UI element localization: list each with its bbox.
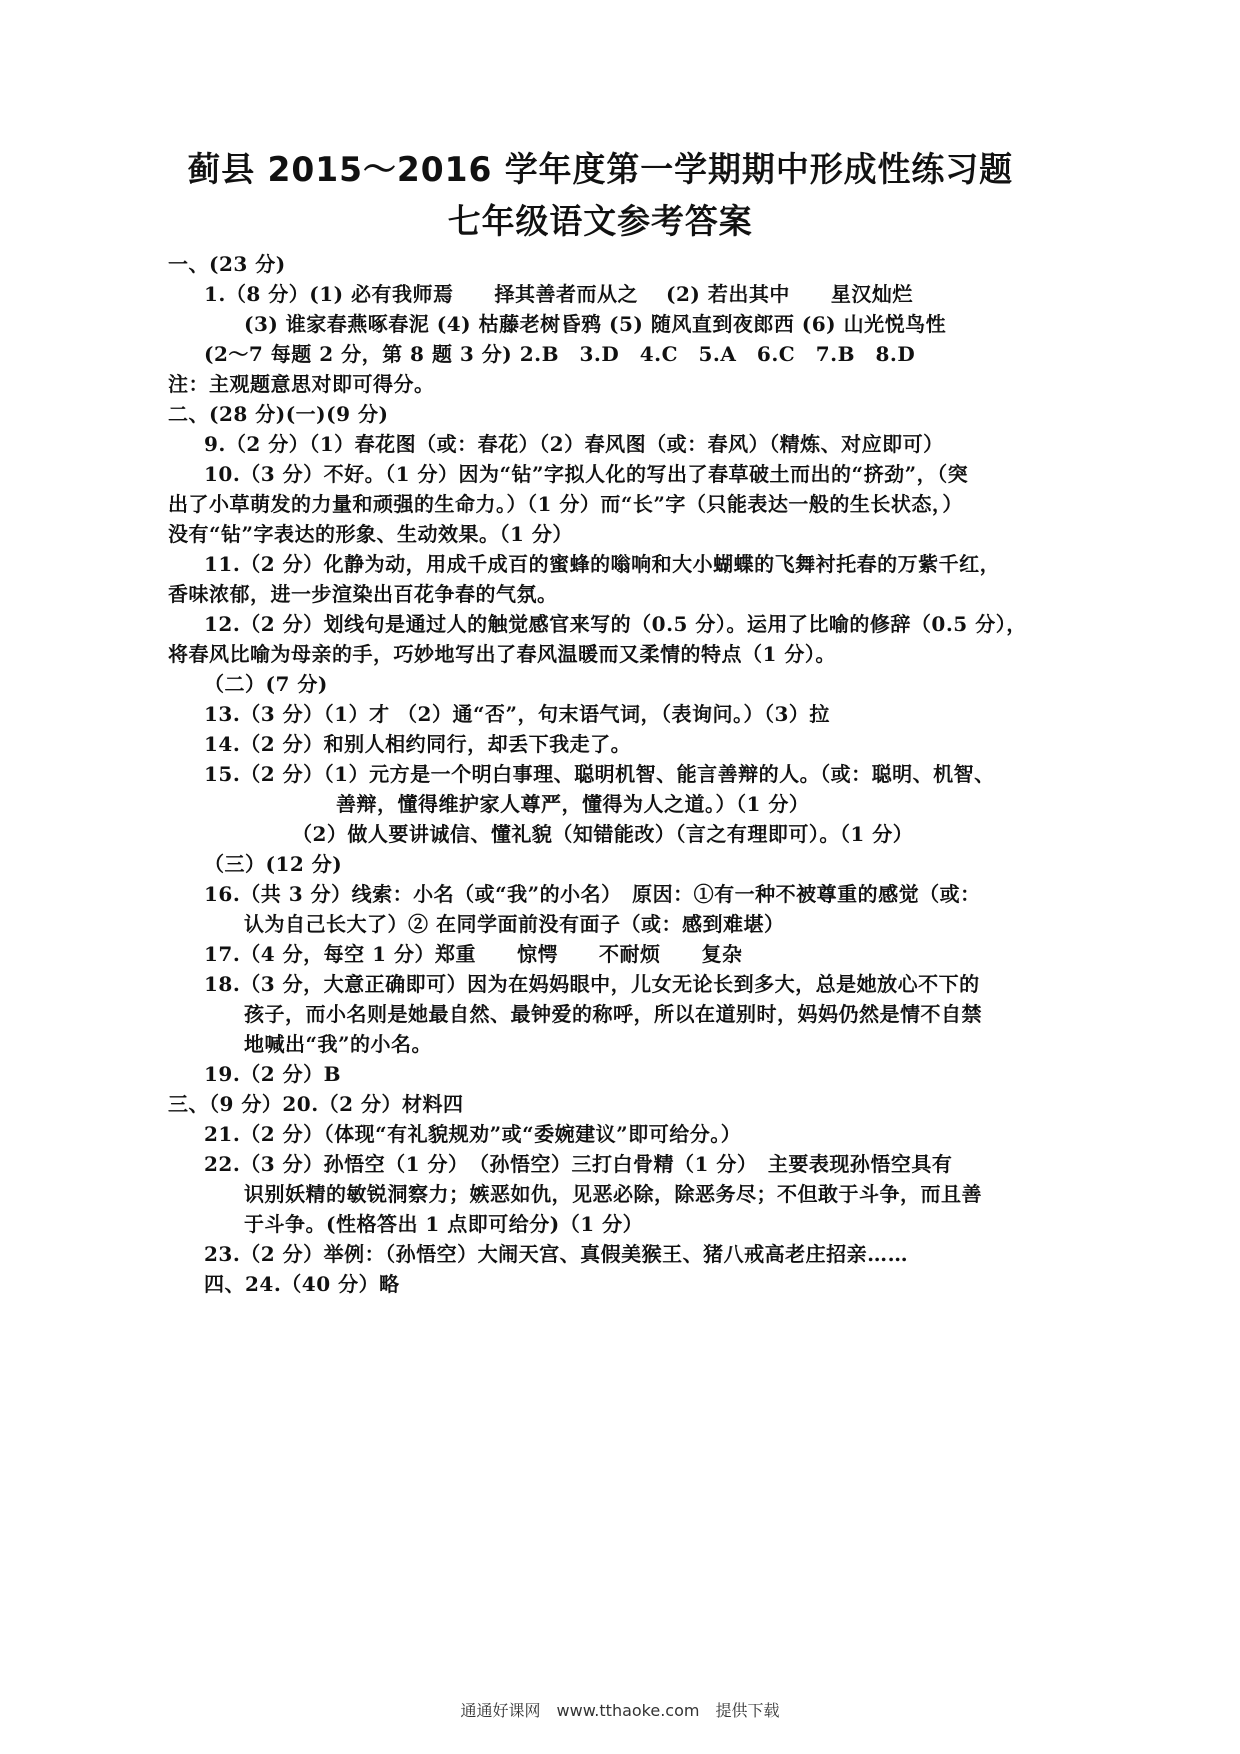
subsection-heading: （二）(7 分): [204, 672, 328, 696]
answer-line: 出了小草萌发的力量和顽强的生命力。）（1 分）而“长”字（只能表达一般的生长状态，）: [168, 492, 963, 516]
footer-credit: 通通好课网 www.tthaoke.com 提供下载: [460, 1701, 780, 1720]
answer-line: 19.（2 分）B: [204, 1062, 342, 1086]
answer-line: 11.（2 分）化静为动，用成千成百的蜜蜂的嗡响和大小蝴蝶的飞舞衬托春的万紫千红，: [204, 552, 1001, 576]
answer-line: 地喊出“我”的小名。: [244, 1032, 433, 1056]
answer-line: 没有“钻”字表达的形象、生动效果。（1 分）: [168, 522, 573, 546]
answer-line: 12.（2 分）划线句是通过人的触觉感官来写的（0.5 分）。运用了比喻的修辞（0.5 分），: [204, 612, 1027, 636]
answer-line: 21.（2 分）（体现“有礼貌规劝”或“委婉建议”即可给分。）: [204, 1122, 742, 1146]
answer-line: 9.（2 分）（1）春花图（或：春花）（2）春风图（或：春风）（精炼、对应即可）: [204, 432, 944, 456]
answer-line: 识别妖精的敏锐洞察力；嫉恶如仇，见恶必除，除恶务尽；不但敢于斗争，而且善: [244, 1182, 982, 1206]
answer-line: 1.（8 分）(1) 必有我师焉 择其善者而从之 (2) 若出其中 星汉灿烂: [204, 282, 913, 306]
answer-line: （2）做人要讲诚信、懂礼貌（知错能改）（言之有理即可）。（1 分）: [292, 822, 914, 846]
answer-line: 16.（共 3 分）线索：小名（或“我”的小名） 原因：①有一种不被尊重的感觉（或：: [204, 882, 981, 906]
answer-line: 10.（3 分）不好。（1 分）因为“钻”字拟人化的写出了春草破土而出的“挤劲”，（突: [204, 462, 969, 486]
answer-line: 香味浓郁，进一步渲染出百花争春的气氛。: [168, 582, 558, 606]
section-2-heading: 二、(28 分)(一)(9 分): [168, 402, 389, 426]
section-3-heading: 三、（9 分）20.（2 分）材料四: [168, 1092, 464, 1116]
answer-line: 14.（2 分）和别人相约同行，却丢下我走了。: [204, 732, 632, 756]
answer-line: 认为自己长大了）② 在同学面前没有面子（或：感到难堪）: [244, 912, 785, 936]
answer-line: 22.（3 分）孙悟空（1 分） （孙悟空）三打白骨精（1 分） 主要表现孙悟空具有: [204, 1152, 953, 1176]
note-line: 注：主观题意思对即可得分。: [168, 372, 435, 396]
answer-line: 18.（3 分，大意正确即可）因为在妈妈眼中，儿女无论长到多大，总是她放心不下的: [204, 972, 980, 996]
answer-line: 善辩，懂得维护家人尊严，懂得为人之道。）（1 分）: [336, 792, 810, 816]
answer-line: 23.（2 分）举例：（孙悟空）大闹天宫、真假美猴王、猪八戒高老庄招亲……: [204, 1242, 909, 1266]
answer-line: 17.（4 分，每空 1 分）郑重 惊愕 不耐烦 复杂: [204, 942, 743, 966]
answer-line: 13.（3 分）（1）才 （2）通“否”，句末语气词，（表询问。）（3）拉: [204, 702, 830, 726]
page-subtitle: 七年级语文参考答案: [447, 202, 753, 242]
answer-line: (3) 谁家春燕啄春泥 (4) 枯藤老树昏鸦 (5) 随风直到夜郎西 (6) 山光悦鸟性: [244, 312, 947, 336]
answer-line: 孩子，而小名则是她最自然、最钟爱的称呼，所以在道别时，妈妈仍然是情不自禁: [244, 1002, 982, 1026]
section-4-line: 四、24.（40 分）略: [204, 1272, 400, 1296]
answer-line: 15.（2 分）（1）元方是一个明白事理、聪明机智、能言善辩的人。（或：聪明、机智、: [204, 762, 995, 786]
section-1-heading: 一、(23 分): [168, 252, 286, 276]
answer-line: 于斗争。(性格答出 1 点即可给分)（1 分）: [244, 1212, 644, 1236]
subsection-heading: （三）(12 分): [204, 852, 343, 876]
answer-line: (2～7 每题 2 分，第 8 题 3 分) 2.B 3.D 4.C 5.A 6.C 7.B 8.D: [204, 342, 916, 366]
page-title: 蓟县 2015～2016 学年度第一学期期中形成性练习题: [187, 150, 1013, 190]
answer-line: 将春风比喻为母亲的手，巧妙地写出了春风温暖而又柔情的特点（1 分）。: [168, 642, 836, 666]
